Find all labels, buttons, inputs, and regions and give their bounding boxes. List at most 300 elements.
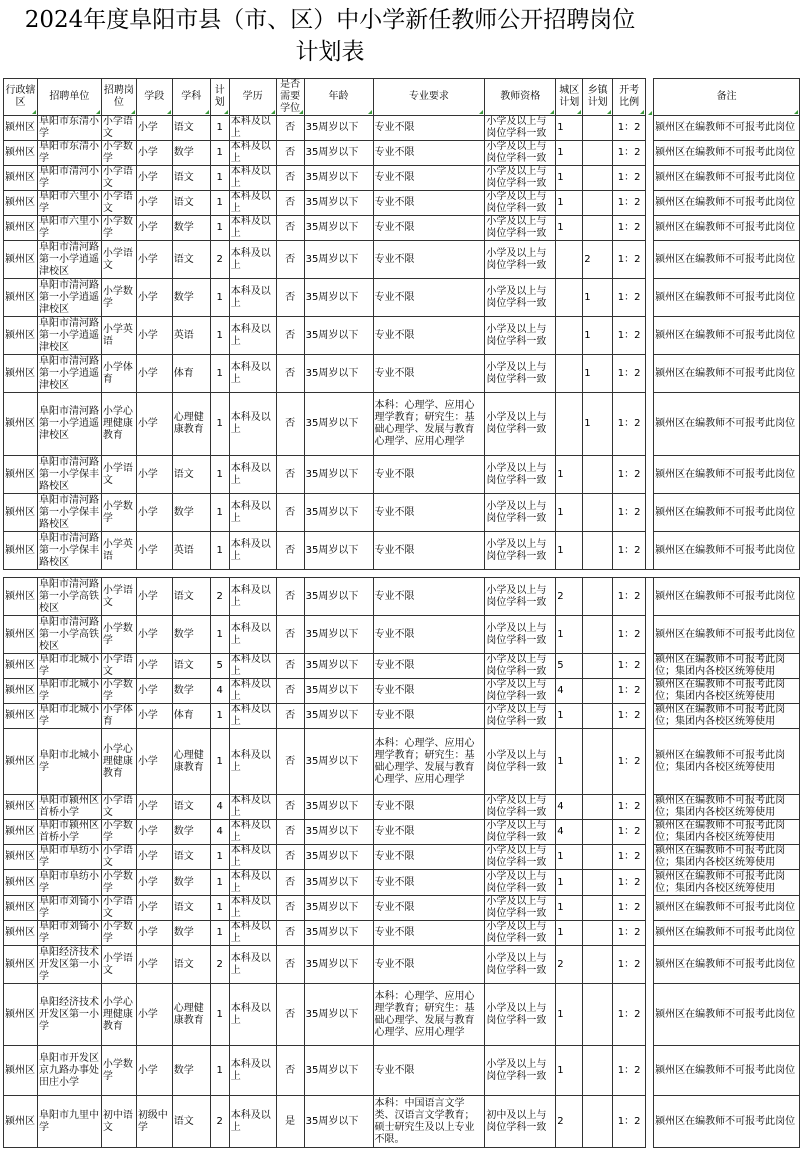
cell-degree: 否 (276, 704, 304, 729)
cell-stage: 小学 (136, 279, 172, 317)
header-district[interactable]: 行政辖区 (4, 79, 38, 116)
cell-district: 颍州区 (4, 494, 38, 532)
cell-stage: 小学 (136, 494, 172, 532)
cell-district: 颍州区 (4, 896, 38, 921)
table-row (4, 532, 800, 570)
cell-age: 35周岁以下 (304, 729, 373, 795)
cell-town-plan (583, 578, 613, 616)
cell-age: 35周岁以下 (304, 654, 373, 679)
cell-city-plan: 1 (556, 494, 583, 532)
cell-position: 小学数学 (101, 679, 136, 704)
cell-district: 颍州区 (4, 578, 38, 616)
cell-city-plan (556, 317, 583, 355)
table-row (4, 896, 800, 921)
cell-age: 35周岁以下 (304, 820, 373, 845)
table-row (4, 729, 800, 795)
cell-age: 35周岁以下 (304, 241, 373, 279)
cell-major: 专业不限 (373, 355, 485, 393)
cell-age: 35周岁以下 (304, 191, 373, 216)
cell-qualification: 小学及以上与岗位学科一致 (485, 279, 556, 317)
cell-major: 专业不限 (373, 532, 485, 570)
column-gap (646, 216, 654, 241)
cell-position: 小学数学 (101, 870, 136, 896)
column-gap (646, 729, 654, 795)
cell-qualification: 小学及以上与岗位学科一致 (485, 191, 556, 216)
cell-district: 颍州区 (4, 393, 38, 456)
cell-position: 小学数学 (101, 921, 136, 946)
cell-degree: 否 (276, 1046, 304, 1096)
header-position[interactable]: 招聘岗位 (101, 79, 136, 116)
table-row (4, 795, 800, 820)
cell-degree: 否 (276, 456, 304, 494)
cell-remark: 颍州区在编教师不可报考此岗位 (654, 241, 800, 279)
cell-district: 颍州区 (4, 1046, 38, 1096)
cell-major: 专业不限 (373, 116, 485, 141)
cell-education: 本科及以上 (229, 616, 276, 654)
cell-unit: 阜阳市北城小学 (37, 654, 101, 679)
cell-age: 35周岁以下 (304, 393, 373, 456)
header-stage[interactable]: 学段 (136, 79, 172, 116)
header-unit[interactable]: 招聘单位 (37, 79, 101, 116)
cell-subject: 心理健康教育 (172, 393, 210, 456)
cell-education: 本科及以上 (229, 393, 276, 456)
cell-education: 本科及以上 (229, 355, 276, 393)
cell-stage: 小学 (136, 820, 172, 845)
cell-district: 颍州区 (4, 729, 38, 795)
cell-major: 专业不限 (373, 845, 485, 870)
table-row (4, 456, 800, 494)
cell-qualification: 小学及以上与岗位学科一致 (485, 166, 556, 191)
column-gap (646, 241, 654, 279)
cell-degree: 否 (276, 946, 304, 984)
cell-position: 小学体育 (101, 355, 136, 393)
cell-remark: 颍州区在编教师不可报考此岗位 (654, 216, 800, 241)
header-subject[interactable]: 学科 (172, 79, 210, 116)
column-gap (646, 616, 654, 654)
cell-remark: 颍州区在编教师不可报考此岗位 (654, 896, 800, 921)
cell-remark: 颍州区在编教师不可报考此岗位 (654, 141, 800, 166)
cell-unit: 阜阳市开发区京九路办事处田庄小学 (37, 1046, 101, 1096)
cell-district: 颍州区 (4, 795, 38, 820)
cell-major: 专业不限 (373, 654, 485, 679)
cell-subject: 体育 (172, 355, 210, 393)
cell-unit: 阜阳市阜纺小学 (37, 870, 101, 896)
cell-major: 本科：心理学、应用心理学教育；研究生：基础心理学、发展与教育心理学、应用心理学 (373, 729, 485, 795)
table-row (4, 654, 800, 679)
cell-ratio: 1：2 (613, 141, 646, 166)
column-gap (646, 116, 654, 141)
cell-position: 小学语文 (101, 191, 136, 216)
cell-position: 小学英语 (101, 317, 136, 355)
cell-remark: 颍州区在编教师不可报考此岗位 (654, 456, 800, 494)
cell-town-plan: 1 (583, 317, 613, 355)
cell-city-plan: 1 (556, 1046, 583, 1096)
cell-stage: 小学 (136, 704, 172, 729)
cell-city-plan: 1 (556, 141, 583, 166)
cell-degree: 否 (276, 679, 304, 704)
cell-subject: 数学 (172, 141, 210, 166)
cell-plan: 4 (210, 679, 229, 704)
cell-ratio: 1：2 (613, 896, 646, 921)
cell-stage: 小学 (136, 216, 172, 241)
cell-qualification: 小学及以上与岗位学科一致 (485, 456, 556, 494)
cell-city-plan: 5 (556, 654, 583, 679)
cell-position: 小学心理健康教育 (101, 393, 136, 456)
column-gap (646, 1096, 654, 1148)
cell-town-plan: 1 (583, 393, 613, 456)
cell-education: 本科及以上 (229, 984, 276, 1046)
cell-unit: 阜阳市清河路第一小学高铁校区 (37, 616, 101, 654)
cell-position: 小学数学 (101, 616, 136, 654)
cell-plan: 1 (210, 141, 229, 166)
cell-plan: 1 (210, 393, 229, 456)
header-major[interactable]: 专业要求 (373, 79, 485, 116)
cell-subject: 数学 (172, 216, 210, 241)
column-gap (646, 795, 654, 820)
cell-unit: 阜阳市清河路第一小学保丰路校区 (37, 532, 101, 570)
cell-age: 35周岁以下 (304, 795, 373, 820)
table-row (4, 393, 800, 456)
cell-position: 小学心理健康教育 (101, 984, 136, 1046)
cell-remark: 颍州区在编教师不可报考此岗位 (654, 317, 800, 355)
cell-subject: 数学 (172, 494, 210, 532)
cell-qualification: 小学及以上与岗位学科一致 (485, 704, 556, 729)
cell-ratio: 1：2 (613, 279, 646, 317)
cell-town-plan: 2 (583, 241, 613, 279)
cell-degree: 否 (276, 870, 304, 896)
cell-subject: 数学 (172, 279, 210, 317)
cell-unit: 阜阳市刘锜小学 (37, 896, 101, 921)
cell-district: 颍州区 (4, 946, 38, 984)
cell-qualification: 小学及以上与岗位学科一致 (485, 870, 556, 896)
column-gap (646, 820, 654, 845)
cell-city-plan: 4 (556, 679, 583, 704)
cell-degree: 否 (276, 921, 304, 946)
header-degree[interactable]: 是否需要学位 (276, 79, 304, 116)
recruitment-table (3, 78, 800, 1148)
cell-remark: 颍州区在编教师不可报考此岗位 (654, 1046, 800, 1096)
cell-subject: 语文 (172, 654, 210, 679)
cell-plan: 1 (210, 845, 229, 870)
cell-subject: 语文 (172, 116, 210, 141)
column-gap (646, 355, 654, 393)
cell-unit: 阜阳市清河路第一小学保丰路校区 (37, 456, 101, 494)
cell-degree: 是 (276, 1096, 304, 1148)
cell-district: 颍州区 (4, 355, 38, 393)
cell-qualification: 小学及以上与岗位学科一致 (485, 845, 556, 870)
cell-degree: 否 (276, 141, 304, 166)
cell-degree: 否 (276, 616, 304, 654)
cell-education: 本科及以上 (229, 870, 276, 896)
cell-city-plan: 1 (556, 191, 583, 216)
cell-unit: 阜阳市颍州区首桥小学 (37, 795, 101, 820)
cell-degree: 否 (276, 355, 304, 393)
cell-education: 本科及以上 (229, 456, 276, 494)
table-row (4, 704, 800, 729)
cell-position: 小学语文 (101, 578, 136, 616)
cell-qualification: 小学及以上与岗位学科一致 (485, 393, 556, 456)
cell-remark: 颍州区在编教师不可报考此岗位；集团内各校区统筹使用 (654, 820, 800, 845)
cell-city-plan (556, 241, 583, 279)
cell-qualification: 小学及以上与岗位学科一致 (485, 984, 556, 1046)
table-row (4, 166, 800, 191)
cell-degree: 否 (276, 116, 304, 141)
cell-town-plan (583, 921, 613, 946)
cell-remark: 颍州区在编教师不可报考此岗位 (654, 532, 800, 570)
column-gap (646, 141, 654, 166)
cell-plan: 1 (210, 355, 229, 393)
cell-ratio: 1：2 (613, 654, 646, 679)
title-line-1: 2024年度阜阳市县（市、区）中小学新任教师公开招聘岗位 (24, 7, 636, 33)
cell-district: 颍州区 (4, 616, 38, 654)
table-row (4, 946, 800, 984)
cell-subject: 语文 (172, 578, 210, 616)
cell-city-plan: 2 (556, 578, 583, 616)
header-ratio[interactable]: 开考比例 (613, 79, 646, 116)
cell-plan: 2 (210, 578, 229, 616)
cell-age: 35周岁以下 (304, 679, 373, 704)
cell-stage: 小学 (136, 393, 172, 456)
column-gap (646, 191, 654, 216)
cell-plan: 2 (210, 1096, 229, 1148)
cell-stage: 小学 (136, 191, 172, 216)
header-qualification[interactable]: 教师资格 (485, 79, 556, 116)
cell-education: 本科及以上 (229, 1096, 276, 1148)
cell-plan: 1 (210, 494, 229, 532)
cell-age: 35周岁以下 (304, 616, 373, 654)
cell-ratio: 1：2 (613, 845, 646, 870)
cell-education: 本科及以上 (229, 845, 276, 870)
cell-ratio: 1：2 (613, 494, 646, 532)
cell-city-plan: 1 (556, 921, 583, 946)
cell-ratio: 1：2 (613, 820, 646, 845)
cell-plan: 1 (210, 532, 229, 570)
cell-plan: 1 (210, 616, 229, 654)
cell-stage: 小学 (136, 795, 172, 820)
cell-district: 颍州区 (4, 141, 38, 166)
cell-stage: 小学 (136, 679, 172, 704)
cell-position: 小学语文 (101, 456, 136, 494)
column-gap (646, 984, 654, 1046)
cell-major: 专业不限 (373, 216, 485, 241)
cell-town-plan (583, 494, 613, 532)
cell-town-plan (583, 820, 613, 845)
cell-position: 小学数学 (101, 216, 136, 241)
cell-town-plan (583, 166, 613, 191)
table-row (4, 820, 800, 845)
cell-subject: 语文 (172, 191, 210, 216)
cell-remark: 颍州区在编教师不可报考此岗位；集团内各校区统筹使用 (654, 654, 800, 679)
cell-ratio: 1：2 (613, 393, 646, 456)
cell-plan: 2 (210, 946, 229, 984)
cell-city-plan: 1 (556, 532, 583, 570)
table-row (4, 141, 800, 166)
header-education[interactable]: 学历 (229, 79, 276, 116)
cell-stage: 小学 (136, 317, 172, 355)
cell-city-plan (556, 279, 583, 317)
cell-remark: 颍州区在编教师不可报考此岗位 (654, 116, 800, 141)
table-row (4, 1096, 800, 1148)
cell-qualification: 小学及以上与岗位学科一致 (485, 317, 556, 355)
cell-town-plan (583, 216, 613, 241)
cell-position: 小学语文 (101, 654, 136, 679)
cell-district: 颍州区 (4, 679, 38, 704)
cell-remark: 颍州区在编教师不可报考此岗位 (654, 166, 800, 191)
cell-stage: 小学 (136, 946, 172, 984)
cell-subject: 英语 (172, 532, 210, 570)
cell-position: 初中语文 (101, 1096, 136, 1148)
column-gap (646, 704, 654, 729)
cell-town-plan (583, 1096, 613, 1148)
cell-qualification: 小学及以上与岗位学科一致 (485, 1046, 556, 1096)
cell-city-plan: 1 (556, 616, 583, 654)
cell-district: 颍州区 (4, 317, 38, 355)
cell-plan: 1 (210, 1046, 229, 1096)
cell-city-plan (556, 355, 583, 393)
cell-unit: 阜阳市清河小学 (37, 166, 101, 191)
cell-district: 颍州区 (4, 116, 38, 141)
cell-remark: 颍州区在编教师不可报考此岗位；集团内各校区统筹使用 (654, 679, 800, 704)
column-gap (646, 578, 654, 616)
cell-qualification: 小学及以上与岗位学科一致 (485, 532, 556, 570)
cell-education: 本科及以上 (229, 241, 276, 279)
cell-qualification: 小学及以上与岗位学科一致 (485, 616, 556, 654)
cell-stage: 小学 (136, 654, 172, 679)
column-gap (646, 166, 654, 191)
cell-age: 35周岁以下 (304, 1046, 373, 1096)
header-town-plan[interactable]: 乡镇计划 (583, 79, 613, 116)
table-row (4, 191, 800, 216)
cell-major: 专业不限 (373, 1046, 485, 1096)
cell-stage: 小学 (136, 616, 172, 654)
section-gap (4, 570, 800, 578)
cell-age: 35周岁以下 (304, 704, 373, 729)
cell-remark: 颍州区在编教师不可报考此岗位；集团内各校区统筹使用 (654, 845, 800, 870)
cell-degree: 否 (276, 494, 304, 532)
header-plan[interactable]: 计划 (210, 79, 229, 116)
cell-qualification: 小学及以上与岗位学科一致 (485, 578, 556, 616)
cell-plan: 1 (210, 317, 229, 355)
cell-age: 35周岁以下 (304, 355, 373, 393)
cell-plan: 1 (210, 116, 229, 141)
cell-subject: 语文 (172, 946, 210, 984)
header-remark[interactable]: 备注 (654, 79, 800, 116)
cell-town-plan (583, 896, 613, 921)
cell-town-plan (583, 456, 613, 494)
cell-town-plan (583, 191, 613, 216)
cell-remark: 颍州区在编教师不可报考此岗位 (654, 355, 800, 393)
cell-position: 小学英语 (101, 532, 136, 570)
cell-town-plan (583, 1046, 613, 1096)
cell-degree: 否 (276, 654, 304, 679)
cell-education: 本科及以上 (229, 795, 276, 820)
cell-town-plan (583, 704, 613, 729)
cell-subject: 体育 (172, 704, 210, 729)
cell-ratio: 1：2 (613, 946, 646, 984)
cell-town-plan (583, 616, 613, 654)
cell-qualification: 小学及以上与岗位学科一致 (485, 946, 556, 984)
cell-district: 颍州区 (4, 456, 38, 494)
cell-subject: 心理健康教育 (172, 984, 210, 1046)
cell-unit: 阜阳市颍州区首桥小学 (37, 820, 101, 845)
cell-major: 专业不限 (373, 578, 485, 616)
cell-degree: 否 (276, 241, 304, 279)
cell-town-plan (583, 141, 613, 166)
cell-position: 小学数学 (101, 820, 136, 845)
cell-remark: 颍州区在编教师不可报考此岗位；集团内各校区统筹使用 (654, 729, 800, 795)
cell-degree: 否 (276, 393, 304, 456)
cell-stage: 小学 (136, 241, 172, 279)
table-row (4, 216, 800, 241)
cell-ratio: 1：2 (613, 870, 646, 896)
cell-major: 专业不限 (373, 241, 485, 279)
cell-ratio: 1：2 (613, 704, 646, 729)
cell-education: 本科及以上 (229, 578, 276, 616)
cell-remark: 颍州区在编教师不可报考此岗位 (654, 494, 800, 532)
cell-age: 35周岁以下 (304, 216, 373, 241)
cell-district: 颍州区 (4, 921, 38, 946)
cell-town-plan (583, 946, 613, 984)
cell-qualification: 小学及以上与岗位学科一致 (485, 896, 556, 921)
cell-unit: 阜阳经济技术开发区第一小学 (37, 984, 101, 1046)
header-age[interactable]: 年龄 (304, 79, 373, 116)
cell-education: 本科及以上 (229, 729, 276, 795)
cell-stage: 小学 (136, 984, 172, 1046)
cell-district: 颍州区 (4, 845, 38, 870)
cell-education: 本科及以上 (229, 166, 276, 191)
cell-ratio: 1：2 (613, 355, 646, 393)
cell-remark: 颍州区在编教师不可报考此岗位 (654, 921, 800, 946)
cell-city-plan: 1 (556, 166, 583, 191)
table-row (4, 921, 800, 946)
cell-remark: 颍州区在编教师不可报考此岗位 (654, 393, 800, 456)
cell-district: 颍州区 (4, 820, 38, 845)
cell-district: 颍州区 (4, 1096, 38, 1148)
cell-major: 专业不限 (373, 946, 485, 984)
cell-plan: 1 (210, 456, 229, 494)
cell-ratio: 1：2 (613, 616, 646, 654)
cell-stage: 小学 (136, 355, 172, 393)
cell-city-plan: 4 (556, 795, 583, 820)
cell-education: 本科及以上 (229, 921, 276, 946)
cell-position: 小学语文 (101, 241, 136, 279)
header-city-plan[interactable]: 城区计划 (556, 79, 583, 116)
cell-major: 专业不限 (373, 456, 485, 494)
cell-major: 专业不限 (373, 279, 485, 317)
cell-plan: 4 (210, 820, 229, 845)
table-row (4, 241, 800, 279)
column-gap (646, 494, 654, 532)
cell-remark: 颍州区在编教师不可报考此岗位；集团内各校区统筹使用 (654, 795, 800, 820)
table-row (4, 355, 800, 393)
cell-stage: 小学 (136, 532, 172, 570)
cell-education: 本科及以上 (229, 896, 276, 921)
cell-subject: 数学 (172, 820, 210, 845)
cell-age: 35周岁以下 (304, 166, 373, 191)
cell-degree: 否 (276, 984, 304, 1046)
cell-age: 35周岁以下 (304, 1096, 373, 1148)
cell-unit: 阜阳市清河路第一小学逍遥津校区 (37, 355, 101, 393)
cell-ratio: 1：2 (613, 578, 646, 616)
cell-unit: 阜阳市九里中学 (37, 1096, 101, 1148)
cell-district: 颍州区 (4, 870, 38, 896)
cell-position: 小学语文 (101, 166, 136, 191)
cell-qualification: 小学及以上与岗位学科一致 (485, 216, 556, 241)
table-row (4, 616, 800, 654)
cell-town-plan: 1 (583, 355, 613, 393)
cell-age: 35周岁以下 (304, 946, 373, 984)
cell-town-plan (583, 729, 613, 795)
